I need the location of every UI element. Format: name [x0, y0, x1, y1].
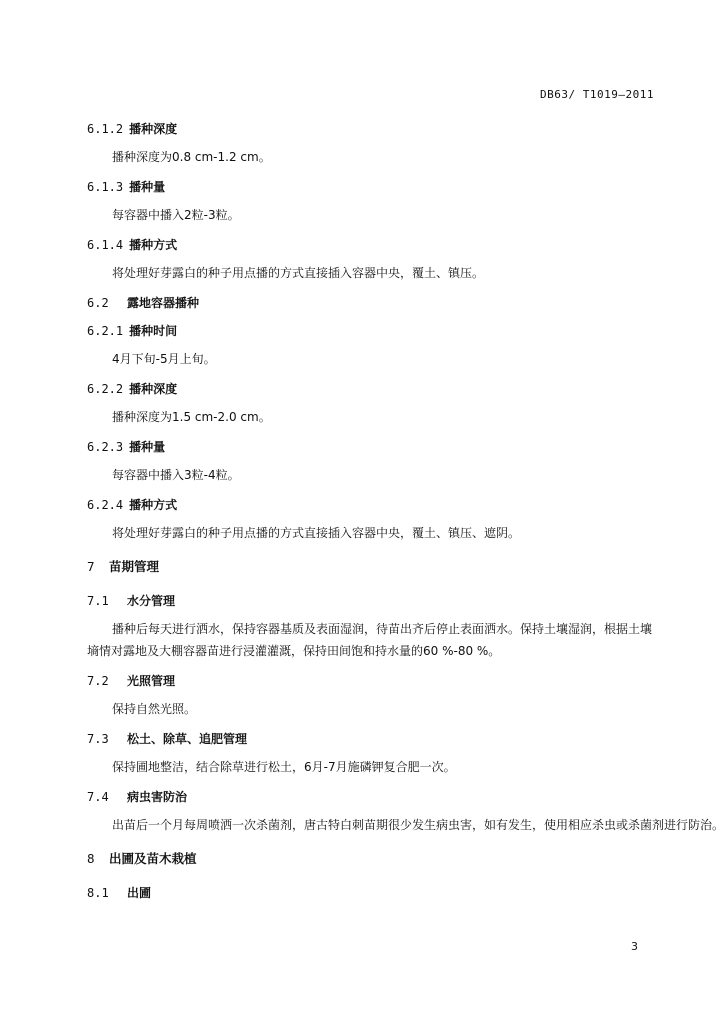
heading-number: 7.3 — [87, 732, 109, 746]
section-heading — [87, 292, 657, 314]
paragraph: 出苗后一个月每周喷洒一次杀菌剂，唐古特白刺苗期很少发生病虫害，如有发生，使用相应杀虫或杀菌剂进行防治。 — [112, 818, 724, 832]
subsection-heading — [87, 436, 657, 458]
heading-number: 7.2 — [87, 674, 109, 688]
heading-title: 播种量 — [129, 440, 166, 454]
standard-code: DB63/ T1019—2011 — [540, 88, 654, 101]
heading-title: 出圃 — [127, 886, 152, 900]
heading-number: 8 — [87, 851, 95, 866]
paragraph: 每容器中播入3粒-4粒。 — [112, 468, 240, 482]
heading-number: 6.2.4 — [87, 498, 124, 512]
chapter-heading — [87, 848, 657, 870]
paragraph: 保持自然光照。 — [112, 702, 197, 716]
subsection-heading — [87, 176, 657, 198]
heading-number: 6.2.2 — [87, 382, 124, 396]
page-number: 3 — [631, 940, 638, 953]
paragraph: 保持圃地整洁，结合除草进行松土，6月-7月施磷钾复合肥一次。 — [112, 760, 456, 774]
heading-title: 播种量 — [129, 180, 166, 194]
section-heading — [87, 590, 657, 612]
heading-number: 7 — [87, 559, 95, 574]
section-heading — [87, 882, 657, 904]
subsection-heading — [87, 494, 657, 516]
heading-number: 6.1.2 — [87, 122, 124, 136]
section-heading — [87, 670, 657, 692]
heading-number: 6.2.3 — [87, 440, 124, 454]
paragraph: 播种深度为0.8 cm-1.2 cm。 — [112, 150, 271, 164]
heading-title: 出圃及苗木栽植 — [109, 851, 197, 866]
heading-title: 露地容器播种 — [127, 296, 200, 310]
heading-title: 光照管理 — [127, 674, 176, 688]
chapter-heading — [87, 556, 657, 578]
heading-title: 播种方式 — [129, 238, 178, 252]
heading-number: 6.1.3 — [87, 180, 124, 194]
heading-number: 6.2.1 — [87, 324, 124, 338]
heading-title: 病虫害防治 — [127, 790, 188, 804]
paragraph: 播种深度为1.5 cm-2.0 cm。 — [112, 410, 271, 424]
heading-number: 6.1.4 — [87, 238, 124, 252]
paragraph: 播种后每天进行洒水，保持容器基质及表面湿润，待苗出齐后停止表面洒水。保持土壤湿润，根据土壤墒情对露地及大棚容器苗进行浸灌灌溉，保持田间饱和持水量的60 %-80 %。 — [87, 622, 653, 658]
heading-number: 6.2 — [87, 296, 109, 310]
section-heading — [87, 728, 657, 750]
heading-title: 水分管理 — [127, 594, 176, 608]
paragraph: 4月下旬-5月上旬。 — [112, 352, 216, 366]
heading-number: 7.1 — [87, 594, 109, 608]
heading-title: 播种时间 — [129, 324, 178, 338]
subsection-heading — [87, 118, 657, 140]
heading-number: 7.4 — [87, 790, 109, 804]
heading-title: 播种深度 — [129, 382, 178, 396]
subsection-heading — [87, 378, 657, 400]
paragraph: 将处理好芽露白的种子用点播的方式直接插入容器中央，覆土、镇压、遮阴。 — [112, 526, 521, 540]
paragraph: 将处理好芽露白的种子用点播的方式直接插入容器中央，覆土、镇压。 — [112, 266, 485, 280]
heading-title: 松土、除草、追肥管理 — [127, 732, 248, 746]
section-heading — [87, 786, 657, 808]
subsection-heading — [87, 234, 657, 256]
heading-number: 8.1 — [87, 886, 109, 900]
heading-title: 播种方式 — [129, 498, 178, 512]
heading-title: 播种深度 — [129, 122, 178, 136]
paragraph: 每容器中播入2粒-3粒。 — [112, 208, 240, 222]
document-body — [87, 118, 724, 910]
subsection-heading — [87, 320, 657, 342]
heading-title: 苗期管理 — [109, 559, 160, 574]
